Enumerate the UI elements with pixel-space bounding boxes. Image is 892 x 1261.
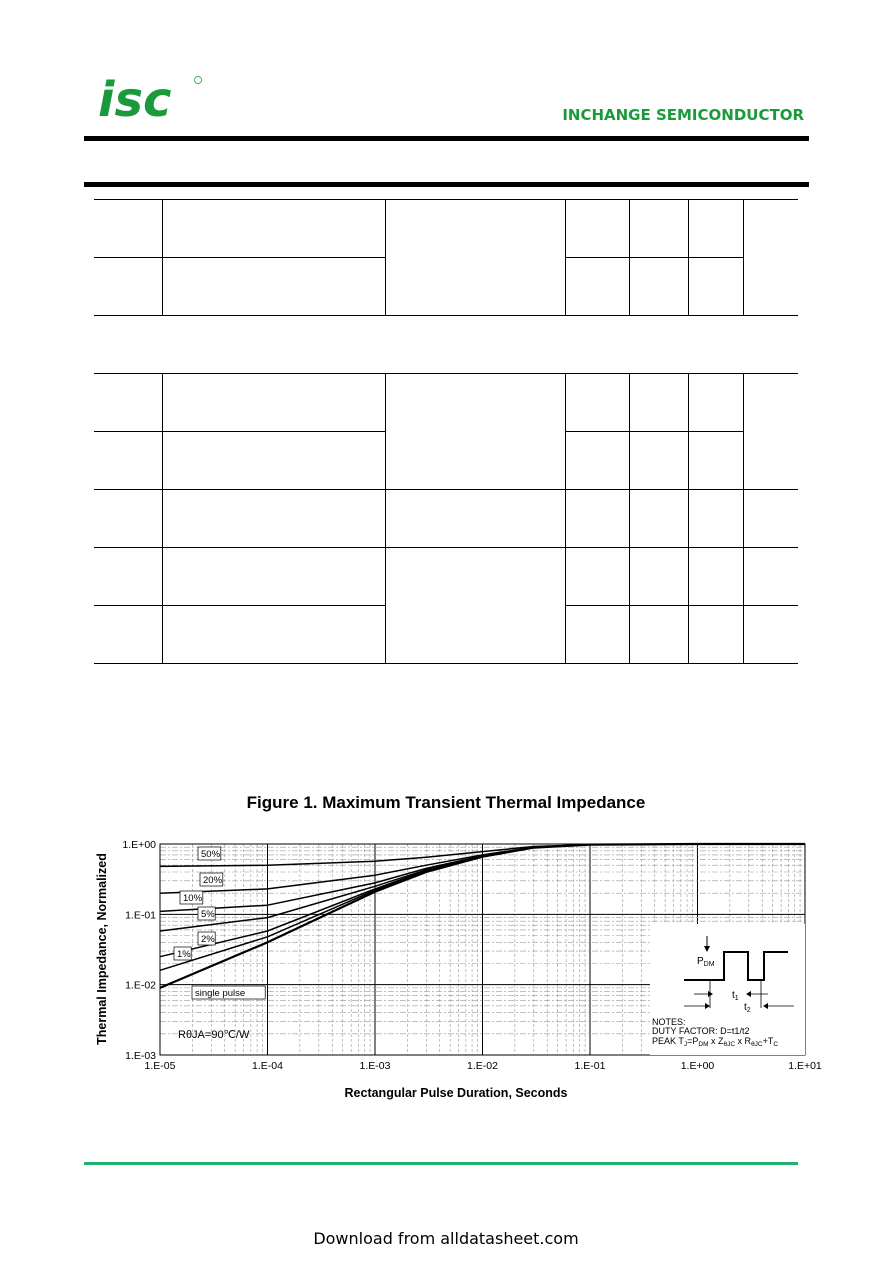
table-cell (565, 374, 629, 432)
series-10pct-label: 10% (183, 893, 203, 904)
table-cell (162, 258, 385, 316)
table-cell (94, 374, 162, 432)
table-cell (385, 200, 565, 316)
table-cell (565, 490, 629, 548)
x-tick-label: 1.E+01 (788, 1060, 822, 1072)
table-cell (629, 432, 688, 490)
table-cell (688, 374, 743, 432)
peak-tj-note: PEAK $T_J=P_{DM}$ x $Z_{\theta JC}$ x $R_{\theta JC}+T_C$ (652, 1036, 779, 1048)
table-cell (743, 374, 798, 490)
y-tick-label: 1.E-03 (125, 1050, 156, 1062)
table-cell (162, 548, 385, 606)
table-cell (629, 374, 688, 432)
table-cell (688, 258, 743, 316)
series-50pct-label: 50% (201, 849, 221, 860)
x-tick-label: 1.E-04 (252, 1060, 283, 1072)
table-cell (743, 548, 798, 606)
series-single-pulse-label: single pulse (195, 988, 246, 999)
logo-text: isc (98, 72, 172, 124)
table-cell (94, 490, 162, 548)
figure-title: Figure 1. Maximum Transient Thermal Impedance (246, 793, 646, 812)
thermal-impedance-chart (88, 832, 828, 1112)
table-cell (94, 548, 162, 606)
table-cell (629, 258, 688, 316)
isc-logo (96, 72, 206, 124)
series-5pct-label: 5% (201, 909, 215, 920)
table-cell (743, 606, 798, 664)
table-cell (629, 548, 688, 606)
table-cell (94, 432, 162, 490)
table-cell (688, 606, 743, 664)
y-tick-label: 1.E-01 (125, 909, 156, 922)
x-tick-label: 1.E-05 (144, 1060, 176, 1072)
spec-table-1 (94, 199, 798, 316)
footer-rule (84, 1162, 798, 1165)
company-name: INCHANGE SEMICONDUCTOR (562, 106, 804, 124)
table-cell (688, 548, 743, 606)
table-cell (688, 200, 743, 258)
table-cell (629, 606, 688, 664)
series-1pct-label: 1% (177, 949, 191, 960)
table-cell (162, 490, 385, 548)
registered-mark-icon (195, 77, 202, 84)
table-cell (565, 200, 629, 258)
spec-table-2 (94, 373, 798, 664)
duty-factor-note: DUTY FACTOR: D=t1/t2 (652, 1026, 750, 1036)
table-cell (162, 432, 385, 490)
table-cell (629, 200, 688, 258)
header-rule-2 (84, 182, 809, 187)
y-axis-label: Thermal Impedance, Normalized (95, 853, 109, 1045)
table-cell (385, 490, 565, 548)
table-cell (688, 490, 743, 548)
table-cell (94, 200, 162, 258)
table-cell (565, 548, 629, 606)
table-cell (385, 548, 565, 664)
y-tick-label: 1.E+00 (122, 839, 156, 851)
table-cell (94, 258, 162, 316)
table-cell (565, 432, 629, 490)
table-cell (162, 606, 385, 664)
pdm-label: $P_{DM}$ (697, 956, 715, 968)
table-cell (385, 374, 565, 490)
table-cell (94, 606, 162, 664)
x-axis-label: Rectangular Pulse Duration, Seconds (344, 1086, 568, 1100)
notes-title: NOTES: (652, 1017, 686, 1027)
table-cell (565, 258, 629, 316)
table-cell (162, 200, 385, 258)
x-tick-label: 1.E-03 (359, 1060, 391, 1072)
download-link[interactable]: Download from alldatasheet.com (313, 1229, 579, 1248)
rtheta-annotation: RθJA=90℃/W (178, 1029, 250, 1041)
t2-label: $t_2$ (744, 1002, 751, 1014)
x-tick-label: 1.E+00 (680, 1060, 715, 1072)
t1-label: $t_1$ (732, 990, 739, 1002)
x-tick-label: 1.E-01 (574, 1060, 606, 1072)
table-cell (743, 200, 798, 316)
table-cell (629, 490, 688, 548)
y-tick-label: 1.E-02 (125, 979, 156, 992)
series-2pct-label: 2% (201, 934, 215, 945)
table-cell (565, 606, 629, 664)
series-20pct-label: 20% (203, 875, 223, 886)
notes-box (650, 924, 805, 1055)
header-rule (84, 136, 809, 141)
table-cell (688, 432, 743, 490)
table-cell (743, 490, 798, 548)
x-tick-label: 1.E-02 (467, 1060, 498, 1072)
table-cell (162, 374, 385, 432)
